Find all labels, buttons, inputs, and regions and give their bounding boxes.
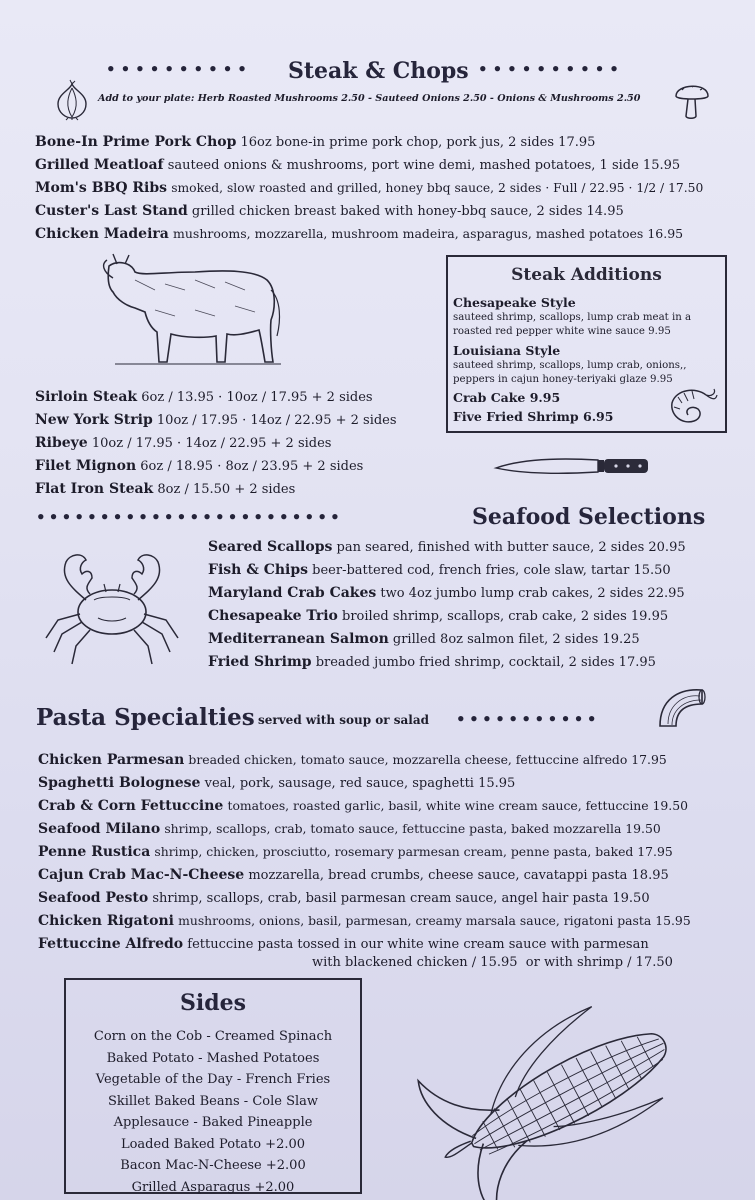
steak-cut-desc: 6oz / 18.95 · 8oz / 23.95 + 2 sides [140, 459, 364, 474]
seafood-item-name: Maryland Crab Cakes [208, 585, 377, 601]
pasta-item-name: Chicken Parmesan [38, 752, 185, 768]
pasta-item-name: Seafood Pesto [38, 890, 149, 906]
steak-item-name: Grilled Meatloaf [35, 157, 164, 173]
steak-cut-name: Filet Mignon [35, 458, 137, 474]
steak-add-on: Add to your plate: Herb Roasted Mushrooms 2.50 - Sauteed Onions 2.50 - Onions & Mushrooms 2.50 [98, 93, 641, 104]
seafood-item-name: Seared Scallops [208, 539, 333, 555]
seafood-item [208, 585, 685, 601]
pasta-item-desc: veal, pork, sausage, red sauce, spaghetti 15.95 [204, 776, 516, 791]
sides-item: Vegetable of the Day - French Fries [95, 1072, 331, 1087]
steak-item-name: Custer's Last Stand [35, 203, 188, 219]
steak-dots-right: •••••••••• [478, 60, 624, 78]
pasta-item-name: Crab & Corn Fettuccine [38, 798, 224, 814]
pasta-item-name: Spaghetti Bolognese [38, 775, 201, 791]
pasta-item [38, 821, 661, 837]
steak-item [35, 203, 624, 219]
sides-item: Grilled Asparagus +2.00 [131, 1179, 295, 1195]
steak-additions-box [446, 255, 727, 433]
seafood-item-desc: beer-battered cod, french fries, cole slaw, tartar 15.50 [312, 563, 671, 578]
pasta-alfredo-line2: with blackened chicken / 15.95 or with shrimp / 17.50 [312, 955, 673, 970]
pasta-subtitle: served with soup or salad [258, 713, 430, 727]
pasta-item [38, 775, 515, 791]
shrimp-icon [666, 387, 718, 427]
pasta-item-desc: shrimp, scallops, crab, basil parmesan cream sauce, angel hair pasta 19.50 [152, 891, 650, 906]
steak-cut [35, 435, 331, 451]
steak-cut-desc: 8oz / 15.50 + 2 sides [157, 482, 296, 497]
steak-additions-title: Steak Additions [511, 265, 662, 285]
steak-cut-name: New York Strip [35, 412, 153, 428]
seafood-item [208, 562, 671, 578]
steak-item-desc: mushrooms, mozzarella, mushroom madeira, asparagus, mashed potatoes 16.95 [173, 226, 684, 241]
pasta-item [38, 798, 688, 814]
steak-cut-desc: 10oz / 17.95 · 14oz / 22.95 + 2 sides [91, 436, 332, 451]
steak-item [35, 226, 683, 242]
sides-item: Loaded Baked Potato +2.00 [120, 1136, 306, 1152]
steak-item [35, 134, 595, 150]
steak-cut-desc: 10oz / 17.95 · 14oz / 22.95 + 2 sides [156, 413, 397, 428]
steak-item-name: Mom's BBQ Ribs [35, 180, 168, 196]
sides-item: Skillet Baked Beans - Cole Slaw [107, 1093, 319, 1109]
chesapeake-style-desc-2: roasted red pepper white wine sauce 9.95 [453, 326, 671, 337]
seafood-item-desc: two 4oz jumbo lump crab cakes, 2 sides 22.95 [380, 586, 685, 601]
steak-cut-name: Ribeye [35, 435, 88, 451]
onion-icon [50, 80, 94, 120]
sides-list [66, 1026, 360, 1198]
mushroom-icon [672, 78, 712, 120]
pasta-item [38, 890, 650, 906]
pasta-item-name: Chicken Rigatoni [38, 913, 174, 929]
steak-item-desc: grilled chicken breast baked with honey-bbq sauce, 2 sides 14.95 [191, 204, 624, 219]
seafood-item [208, 631, 640, 647]
pasta-item-name: Cajun Crab Mac-N-Cheese [38, 867, 245, 883]
steak-cut [35, 481, 295, 497]
seafood-item [208, 539, 686, 555]
crab-cake-addition: Crab Cake 9.95 [453, 390, 561, 405]
pasta-item [38, 844, 673, 860]
steak-dots-left: •••••••••• [106, 60, 252, 78]
steak-item-desc: 16oz bone-in prime pork chop, pork jus, 2 sides 17.95 [240, 135, 596, 150]
seafood-item-desc: pan seared, finished with butter sauce, 2 sides 20.95 [336, 540, 686, 555]
crab-icon [38, 548, 188, 666]
steak-item-desc: sauteed onions & mushrooms, port wine demi, mashed potatoes, 1 side 15.95 [167, 158, 681, 173]
steak-title: Steak & Chops [288, 58, 469, 84]
pasta-item-desc: shrimp, scallops, crab, tomato sauce, fettuccine pasta, baked mozzarella 19.50 [164, 821, 661, 836]
corn-icon [430, 996, 692, 1184]
pasta-dots-right: ••••••••••• [456, 710, 600, 728]
steak-item-name: Chicken Madeira [35, 226, 169, 242]
fried-shrimp-addition: Five Fried Shrimp 6.95 [453, 409, 614, 424]
seafood-item-name: Chesapeake Trio [208, 608, 338, 624]
steak-cut-name: Sirloin Steak [35, 389, 138, 405]
chesapeake-style-name: Chesapeake Style [453, 295, 576, 310]
steak-item-desc: smoked, slow roasted and grilled, honey bbq sauce, 2 sides · Full / 22.95 · 1/2 / 17.50 [171, 181, 704, 195]
pasta-item-desc: fettuccine pasta tossed in our white wine cream sauce with parmesan [187, 937, 649, 952]
steak-cut [35, 389, 373, 405]
seafood-title: Seafood Selections [472, 504, 706, 530]
pasta-item [38, 936, 649, 952]
seafood-item-name: Fish & Chips [208, 562, 309, 578]
pasta-item-desc: mozzarella, bread crumbs, cheese sauce, cavatappi pasta 18.95 [248, 868, 669, 883]
sides-box [64, 978, 362, 1194]
seafood-dots-left: •••••••••••••••••••••••• [36, 508, 343, 526]
steak-cut-name: Flat Iron Steak [35, 481, 154, 497]
macaroni-icon [656, 686, 706, 730]
steak-cut [35, 458, 363, 474]
seafood-item-name: Mediterranean Salmon [208, 631, 389, 647]
seafood-item-desc: grilled 8oz salmon filet, 2 sides 19.25 [392, 632, 640, 647]
steak-item [35, 180, 703, 196]
sides-item: Baked Potato - Mashed Potatoes [106, 1050, 320, 1066]
seafood-item-name: Fried Shrimp [208, 654, 312, 670]
knife-icon [494, 454, 650, 478]
pasta-item-name: Penne Rustica [38, 844, 151, 860]
pasta-item-name: Seafood Milano [38, 821, 161, 837]
sides-item: Corn on the Cob - Creamed Spinach [93, 1029, 333, 1044]
sides-item: Applesauce - Baked Pineapple [113, 1115, 313, 1130]
pasta-item-desc: shrimp, chicken, prosciutto, rosemary parmesan cream, penne pasta, baked 17.95 [154, 844, 673, 859]
steak-cut-desc: 6oz / 13.95 · 10oz / 17.95 + 2 sides [141, 390, 373, 405]
pasta-item-name: Fettuccine Alfredo [38, 936, 184, 952]
pasta-item-desc: tomatoes, roasted garlic, basil, white wine cream sauce, fettuccine 19.50 [227, 798, 689, 813]
louisiana-style-desc-1: sauteed shrimp, scallops, lump crab, onions,, [453, 360, 687, 371]
seafood-item-desc: breaded jumbo fried shrimp, cocktail, 2 sides 17.95 [315, 655, 656, 670]
seafood-item [208, 608, 668, 624]
seafood-item [208, 654, 656, 670]
louisiana-style-name: Louisiana Style [453, 343, 561, 358]
steak-cut [35, 412, 397, 428]
pasta-item-desc: breaded chicken, tomato sauce, mozzarella cheese, fettuccine alfredo 17.95 [188, 752, 667, 767]
pasta-item [38, 913, 691, 929]
chesapeake-style-desc-1: sauteed shrimp, scallops, lump crab meat in a [453, 312, 692, 323]
louisiana-style-desc-2: peppers in cajun honey-teriyaki glaze 9.95 [453, 374, 673, 385]
sides-item: Bacon Mac-N-Cheese +2.00 [120, 1158, 306, 1173]
cow-icon [95, 250, 285, 370]
steak-item-name: Bone-In Prime Pork Chop [35, 134, 237, 150]
seafood-item-desc: broiled shrimp, scallops, crab cake, 2 sides 19.95 [342, 609, 669, 624]
steak-item [35, 157, 680, 173]
pasta-item [38, 752, 667, 768]
pasta-item [38, 867, 669, 883]
pasta-title: Pasta Specialties [36, 704, 255, 731]
pasta-item-desc: mushrooms, onions, basil, parmesan, creamy marsala sauce, rigatoni pasta 15.95 [178, 913, 691, 928]
sides-title: Sides [179, 990, 246, 1016]
